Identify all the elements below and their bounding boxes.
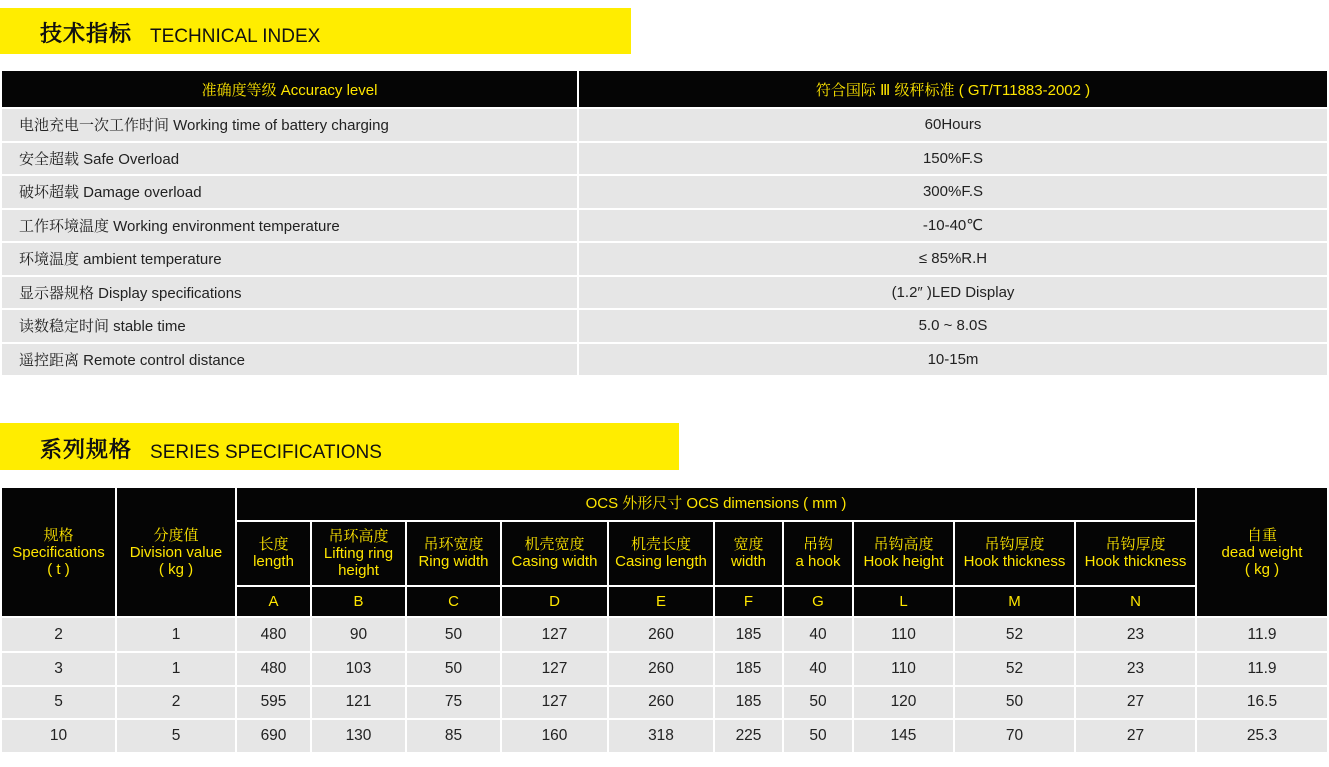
table-row — [2, 109, 1327, 141]
cell-dim: 85 — [407, 720, 500, 752]
column-header-lifting-ring-height: 吊环高度 Lifting ring height — [312, 522, 405, 585]
table-row — [2, 687, 1327, 719]
column-letter: A — [237, 587, 310, 616]
column-letter: F — [715, 587, 782, 616]
cell-dim: 480 — [237, 618, 310, 651]
technical-index-table — [0, 69, 1329, 377]
cell-dim: 40 — [784, 653, 852, 685]
row-value: (1.2″ )LED Display — [579, 277, 1327, 309]
row-value: 150%F.S — [579, 143, 1327, 175]
weight-header-unit: ( kg ) — [1244, 560, 1280, 578]
cell-spec: 10 — [2, 720, 115, 752]
technical-header-row — [2, 71, 1327, 107]
cell-spec: 2 — [2, 618, 115, 651]
cell-dim: 160 — [502, 720, 607, 752]
cell-dim: 260 — [609, 618, 713, 651]
cell-dim: 50 — [784, 687, 852, 719]
column-letter: C — [407, 587, 500, 616]
series-header-row-1 — [2, 488, 1327, 520]
cell-dim: 225 — [715, 720, 782, 752]
cell-dim: 690 — [237, 720, 310, 752]
table-row — [2, 176, 1327, 208]
row-label: 电池充电一次工作时间 Working time of battery charging — [2, 109, 577, 141]
technical-index-title-cn: 技术指标 — [40, 21, 133, 46]
cell-dim: 23 — [1076, 653, 1195, 685]
cell-dim: 127 — [502, 653, 607, 685]
cell-division: 1 — [117, 653, 235, 685]
cell-dim: 110 — [854, 653, 953, 685]
cell-dim: 110 — [854, 618, 953, 651]
table-row — [2, 243, 1327, 275]
accuracy-label: 准确度等级 Accuracy level — [2, 71, 577, 107]
cell-dim: 185 — [715, 653, 782, 685]
cell-dim: 127 — [502, 618, 607, 651]
cell-dim: 40 — [784, 618, 852, 651]
cell-division: 1 — [117, 618, 235, 651]
column-header-hook-thickness-n: 吊钩厚度 Hook thickness — [1076, 522, 1195, 585]
cell-weight: 16.5 — [1197, 687, 1327, 719]
division-header-unit: ( kg ) — [158, 560, 194, 578]
row-label: 环境温度 ambient temperature — [2, 243, 577, 275]
column-letter: B — [312, 587, 405, 616]
cell-spec: 3 — [2, 653, 115, 685]
cell-dim: 145 — [854, 720, 953, 752]
weight-header — [1197, 488, 1327, 616]
table-row — [2, 210, 1327, 242]
dimensions-header: OCS 外形尺寸 OCS dimensions ( mm ) — [237, 488, 1195, 520]
cell-division: 2 — [117, 687, 235, 719]
column-header-casing-length: 机壳长度 Casing length — [609, 522, 713, 585]
table-row — [2, 277, 1327, 309]
cell-dim: 121 — [312, 687, 405, 719]
weight-header-en: dead weight — [1221, 543, 1303, 561]
cell-weight: 25.3 — [1197, 720, 1327, 752]
cell-division: 5 — [117, 720, 235, 752]
weight-header-cn: 自重 — [1246, 526, 1277, 544]
row-label: 安全超载 Safe Overload — [2, 143, 577, 175]
cell-spec: 5 — [2, 687, 115, 719]
row-label: 遥控距离 Remote control distance — [2, 344, 577, 376]
cell-dim: 50 — [407, 653, 500, 685]
spec-header-unit: ( t ) — [47, 560, 70, 578]
accuracy-value: 符合国际 Ⅲ 级秤标准 ( GT/T11883-2002 ) — [579, 71, 1327, 107]
row-value: 5.0 ~ 8.0S — [579, 310, 1327, 342]
spec-header-cn: 规格 — [43, 526, 74, 544]
column-header-hook: 吊钩 a hook — [784, 522, 852, 585]
row-value: 10-15m — [579, 344, 1327, 376]
cell-dim: 27 — [1076, 687, 1195, 719]
cell-dim: 127 — [502, 687, 607, 719]
cell-dim: 120 — [854, 687, 953, 719]
spec-header-en: Specifications — [12, 543, 105, 561]
division-header-cn: 分度值 — [153, 526, 199, 544]
table-row — [2, 310, 1327, 342]
cell-weight: 11.9 — [1197, 618, 1327, 651]
cell-weight: 11.9 — [1197, 653, 1327, 685]
cell-dim: 75 — [407, 687, 500, 719]
table-row — [2, 653, 1327, 685]
column-header-hook-height: 吊钩高度 Hook height — [854, 522, 953, 585]
column-letter: E — [609, 587, 713, 616]
table-row — [2, 618, 1327, 651]
table-row — [2, 720, 1327, 752]
cell-dim: 130 — [312, 720, 405, 752]
table-row — [2, 344, 1327, 376]
column-letter: L — [854, 587, 953, 616]
series-specifications-title-cn: 系列规格 — [40, 437, 133, 462]
spec-header — [2, 488, 115, 616]
column-header-casing-width: 机壳宽度 Casing width — [502, 522, 607, 585]
cell-dim: 480 — [237, 653, 310, 685]
row-label: 读数稳定时间 stable time — [2, 310, 577, 342]
cell-dim: 595 — [237, 687, 310, 719]
row-value: -10-40℃ — [579, 210, 1327, 242]
series-specifications-banner — [0, 423, 679, 470]
cell-dim: 185 — [715, 618, 782, 651]
series-specifications-table — [0, 486, 1329, 754]
technical-index-banner — [0, 8, 631, 54]
cell-dim: 50 — [955, 687, 1074, 719]
cell-dim: 52 — [955, 653, 1074, 685]
division-header-en: Division value — [129, 543, 223, 561]
column-header-length: 长度 length — [237, 522, 310, 585]
column-letter: M — [955, 587, 1074, 616]
row-value: 60Hours — [579, 109, 1327, 141]
column-letter: N — [1076, 587, 1195, 616]
row-label: 显示器规格 Display specifications — [2, 277, 577, 309]
cell-dim: 52 — [955, 618, 1074, 651]
row-value: ≤ 85%R.H — [579, 243, 1327, 275]
cell-dim: 185 — [715, 687, 782, 719]
cell-dim: 27 — [1076, 720, 1195, 752]
cell-dim: 50 — [407, 618, 500, 651]
column-header-ring-width: 吊环宽度 Ring width — [407, 522, 500, 585]
series-specifications-title-en: SERIES SPECIFICATIONS — [150, 442, 382, 463]
cell-dim: 260 — [609, 687, 713, 719]
cell-dim: 70 — [955, 720, 1074, 752]
column-header-hook-thickness-m: 吊钩厚度 Hook thickness — [955, 522, 1074, 585]
row-label: 破坏超载 Damage overload — [2, 176, 577, 208]
column-letter: G — [784, 587, 852, 616]
row-label: 工作环境温度 Working environment temperature — [2, 210, 577, 242]
cell-dim: 103 — [312, 653, 405, 685]
cell-dim: 90 — [312, 618, 405, 651]
division-header — [117, 488, 235, 616]
row-value: 300%F.S — [579, 176, 1327, 208]
cell-dim: 23 — [1076, 618, 1195, 651]
table-row — [2, 143, 1327, 175]
column-letter: D — [502, 587, 607, 616]
technical-index-title-en: TECHNICAL INDEX — [150, 26, 321, 47]
cell-dim: 260 — [609, 653, 713, 685]
cell-dim: 318 — [609, 720, 713, 752]
cell-dim: 50 — [784, 720, 852, 752]
column-header-width: 宽度 width — [715, 522, 782, 585]
